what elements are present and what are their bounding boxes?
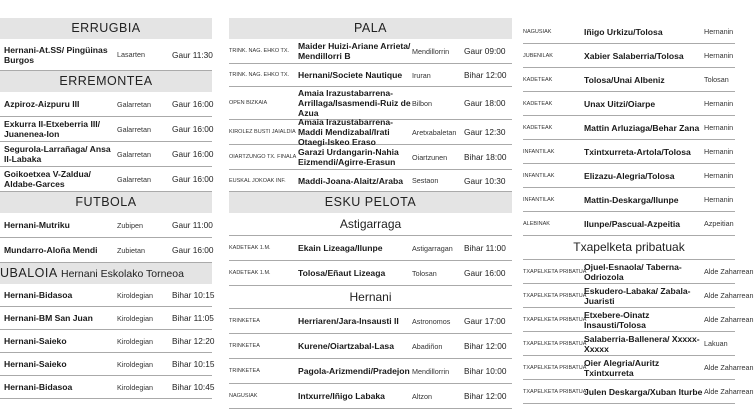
- team: Iñigo Urkizu/Tolosa: [584, 26, 663, 37]
- table-row: [0, 213, 212, 238]
- team: Ojuel-Esnaola/ Taberna-Odriozola: [584, 261, 682, 282]
- place: Tolosan: [412, 268, 437, 278]
- team: Txintxurreta-Artola/Tolosa: [584, 146, 691, 157]
- time: Gaur 16:00: [172, 99, 214, 109]
- time: Gaur 16:00: [172, 245, 214, 255]
- time: Gaur 16:00: [464, 268, 506, 278]
- time: Bihar 11:00: [464, 243, 506, 253]
- subsection-hernani: Hernani: [229, 286, 512, 309]
- table-row: [523, 260, 754, 284]
- place: Hernanin: [704, 27, 734, 36]
- table-row: [0, 117, 212, 142]
- table-row: [523, 308, 754, 332]
- table-row: [523, 20, 735, 44]
- place: Altzon: [412, 391, 432, 401]
- place: Galarretan: [117, 174, 151, 184]
- team: Hernani-Saieko: [4, 359, 67, 369]
- table-row: [523, 68, 735, 92]
- team: Garazi Urdangarin-Nahia Eizmendi/Agirre-Erasun: [298, 147, 399, 167]
- place: Azpeitian: [704, 219, 734, 228]
- subsection-txapelketa-pribatuak: Txapelketa pribatuak: [523, 236, 735, 260]
- table-row: [0, 167, 212, 192]
- time: Gaur 16:00: [172, 149, 214, 159]
- team: Hernani/Societe Nautique: [298, 70, 403, 80]
- category: TRINKETEA: [229, 318, 260, 324]
- place: Zubietan: [117, 245, 145, 255]
- place: Hernanin: [704, 147, 734, 156]
- team: Pagola-Arizmendi/Pradejon: [298, 366, 410, 376]
- table-row: [0, 330, 215, 353]
- table-row: [0, 238, 212, 263]
- time: Bihar 10:15: [172, 290, 215, 300]
- place: Galarretan: [117, 124, 151, 134]
- team: Eskudero-Labaka/ Zabala-Juaristi: [584, 285, 691, 306]
- place: Iruran: [412, 70, 431, 80]
- category: TXAPELKETA PRIBATUA: [523, 316, 587, 323]
- place: Kiroldegian: [117, 359, 153, 369]
- time: Gaur 12:30: [464, 127, 506, 137]
- team: Mattin Arluziaga/Behar Zana: [584, 122, 700, 133]
- team: Herriaren/Jara-Insausti II: [298, 316, 399, 326]
- team: Maddi-Joana-Alaitz/Araba: [298, 175, 404, 186]
- team: Hernani-Saieko: [4, 336, 67, 346]
- place: Lasarten: [117, 50, 145, 59]
- table-row: [0, 376, 215, 399]
- category: KADETEAK: [523, 76, 553, 83]
- table-row: [523, 356, 754, 380]
- team: Segurola-Larrañaga/ Ansa II-Labaka: [4, 144, 111, 164]
- category: OPEN BIZKAIA: [229, 100, 268, 106]
- team: Hernani-BM San Juan: [4, 313, 93, 323]
- place: Galarretan: [117, 149, 151, 159]
- time: Gaur 16:00: [172, 124, 214, 134]
- subsection-astigarraga: Astigarraga: [229, 213, 512, 236]
- table-row: [523, 116, 735, 140]
- place: Kiroldegian: [117, 290, 153, 300]
- team: Intxurre/Iñigo Labaka: [298, 391, 385, 401]
- team: Elizazu-Alegria/Tolosa: [584, 170, 675, 181]
- team: Amaia Irazustabarrena-Maddi Mendizabal/Irati Otaegi-Iskeo Eraso: [298, 117, 394, 147]
- category: KADETEAK 1.M.: [229, 270, 271, 276]
- team: Tolosa/Unai Albeniz: [584, 74, 665, 85]
- category: TXAPELKETA PRIBATUA: [523, 292, 587, 299]
- category: KIROLEZ BUSTI JAIALDIA: [229, 129, 296, 135]
- category: TXAPELKETA PRIBATUA: [523, 340, 587, 347]
- team: Tolosa/Eñaut Lizeaga: [298, 268, 386, 278]
- category: EUSKAL JOKOAK INF.: [229, 177, 286, 184]
- team: Amaia Irazustabarrena-Arrillaga/Isasmendi-Ruiz de Azua: [298, 88, 411, 118]
- table-row: [0, 92, 212, 117]
- section-header-esku-pelota: ESKU PELOTA: [229, 192, 512, 213]
- table-row: [229, 64, 512, 87]
- table-row: [523, 212, 735, 236]
- place: Hernanin: [704, 51, 734, 60]
- place: Zubipen: [117, 220, 143, 230]
- team: Exkurra II-Etxeberria III/ Juanenea-Ion: [4, 119, 101, 139]
- table-row: [229, 309, 512, 334]
- time: Bihar 10:45: [172, 382, 215, 392]
- place: Hernanin: [704, 195, 734, 204]
- section-header-errugbia: ERRUGBIA: [0, 18, 212, 39]
- time: Bihar 12:00: [464, 391, 507, 401]
- table-row: [0, 39, 212, 71]
- team: Unax Uitzi/Oiarpe: [584, 98, 656, 109]
- place: Kiroldegian: [117, 313, 153, 323]
- team: Hernani-Mutriku: [4, 220, 70, 230]
- table-row: [523, 44, 735, 68]
- category: TXAPELKETA PRIBATUA: [523, 268, 587, 275]
- place: Astronomos: [412, 316, 451, 326]
- category: TRINK. NAG. EHKO TX.: [229, 72, 290, 78]
- place: Galarretan: [117, 99, 151, 109]
- team: Hernani-Bidasoa: [4, 290, 73, 300]
- table-row: [229, 261, 512, 286]
- time: Gaur 16:00: [172, 174, 214, 184]
- time: Gaur 11:00: [172, 220, 213, 230]
- place: Alde Zaharrean: [704, 291, 754, 300]
- table-row: [0, 284, 215, 307]
- table-row: [229, 39, 512, 64]
- time: Gaur 18:00: [464, 98, 506, 108]
- section-title: UBALOIA: [0, 266, 57, 280]
- category: INFANTILAK: [523, 196, 555, 203]
- category: NAGUSIAK: [229, 393, 258, 399]
- table-row: [229, 87, 512, 120]
- place: Mendillorrin: [412, 46, 450, 56]
- category: KADETEAK: [523, 100, 553, 107]
- table-row: [229, 384, 512, 409]
- category: NAGUSIAK: [523, 28, 552, 35]
- time: Bihar 10:15: [172, 359, 215, 369]
- team: Julen Deskarga/Xuban Iturbe: [584, 386, 703, 397]
- category: TRINKETEA: [229, 343, 260, 349]
- team: Ilunpe/Pascual-Azpeitia: [584, 218, 680, 229]
- time: Gaur 09:00: [464, 46, 506, 56]
- team: Mattin-Deskarga/Ilunpe: [584, 194, 679, 205]
- table-row: [523, 164, 735, 188]
- section-header-erremontea: ERREMONTEA: [0, 71, 212, 92]
- category: ALEBINAK: [523, 220, 550, 227]
- place: Oiartzunen: [412, 152, 448, 162]
- table-row: [229, 117, 512, 147]
- table-row: [523, 380, 754, 404]
- table-row: [229, 334, 512, 359]
- time: Bihar 11:05: [172, 313, 214, 323]
- place: Tolosan: [704, 75, 729, 84]
- column-2: [229, 18, 512, 409]
- place: Sestaon: [412, 176, 439, 185]
- table-row: [523, 92, 735, 116]
- place: Aretxabaletan: [412, 127, 457, 137]
- team: Salaberria-Ballenera/ Xxxxx-Xxxxx: [584, 333, 700, 354]
- team: Ekain Lizeaga/Ilunpe: [298, 243, 383, 253]
- time: Gaur 11:30: [172, 49, 213, 60]
- table-row: [523, 188, 735, 212]
- team: Hernani-Bidasoa: [4, 382, 73, 392]
- place: Astigarragan: [412, 243, 453, 253]
- team: Azpiroz-Aizpuru III: [4, 99, 80, 109]
- category: TRINKETEA: [229, 368, 260, 374]
- category: TXAPELKETA PRIBATUA: [523, 364, 587, 371]
- team: Kurene/Oiartzabal-Lasa: [298, 341, 394, 351]
- time: Gaur 17:00: [464, 316, 506, 326]
- place: Alde Zaharrean: [704, 315, 754, 324]
- time: Bihar 12:00: [464, 70, 507, 80]
- time: Bihar 18:00: [464, 152, 507, 162]
- category: INFANTILAK: [523, 148, 555, 155]
- table-row: [0, 142, 212, 167]
- time: Gaur 10:30: [464, 175, 506, 186]
- place: Lakuan: [704, 339, 728, 348]
- category: OIARTZUNGO TX. FINALA: [229, 154, 297, 160]
- table-row: [0, 353, 215, 376]
- category: JUBENILAK: [523, 52, 553, 59]
- place: Mendillorrin: [412, 366, 450, 376]
- column-3: [523, 20, 754, 404]
- table-row: [523, 140, 735, 164]
- place: Alde Zaharrean: [704, 363, 754, 372]
- category: TRINK. NAG. EHKO TX.: [229, 48, 290, 54]
- time: Bihar 12:20: [172, 336, 215, 346]
- table-row: [229, 236, 512, 261]
- place: Alde Zaharrean: [704, 267, 754, 276]
- section-header-pala: PALA: [229, 18, 512, 39]
- team: Maider Huizi-Ariane Arrieta/ Mendillorri B: [298, 41, 411, 61]
- place: Kiroldegian: [117, 382, 153, 392]
- table-row: [229, 145, 512, 170]
- place: Hernanin: [704, 123, 734, 132]
- table-row: [229, 170, 512, 192]
- table-row: [523, 332, 735, 356]
- place: Hernanin: [704, 171, 734, 180]
- time: Bihar 12:00: [464, 341, 507, 351]
- place: Hernanin: [704, 99, 734, 108]
- time: Bihar 10:00: [464, 366, 507, 376]
- place: Bilbon: [412, 98, 432, 108]
- place: Alde Zaharrean: [704, 387, 754, 396]
- category: TXAPELKETA PRIBATUA: [523, 388, 587, 395]
- table-row: [229, 359, 512, 384]
- category: INFANTILAK: [523, 172, 555, 179]
- place: Kiroldegian: [117, 336, 153, 346]
- team: Etxebere-Oinatz Insausti/Tolosa: [584, 309, 650, 330]
- category: KADETEAK: [523, 124, 553, 131]
- team: Goikoetxea V-Zaldua/ Aldabe-Garces: [4, 169, 91, 189]
- category: KADETEAK 1.M.: [229, 245, 271, 251]
- table-row: [0, 307, 212, 330]
- place: Abadiñon: [412, 341, 443, 351]
- team: Hernani-At.SS/ Pingüinas Burgos: [4, 44, 108, 65]
- team: Oier Alegria/Auritz Txintxurreta: [584, 357, 660, 378]
- column-1: [0, 18, 215, 399]
- table-row: [523, 284, 754, 308]
- team: Xabier Salaberria/Tolosa: [584, 50, 684, 61]
- section-header-futbola: FUTBOLA: [0, 192, 212, 213]
- team: Mundarro-Aloña Mendi: [4, 245, 98, 255]
- section-header-eskubaloia: [0, 263, 212, 284]
- section-subtitle: Hernani Eskolako Torneoa: [60, 268, 184, 280]
